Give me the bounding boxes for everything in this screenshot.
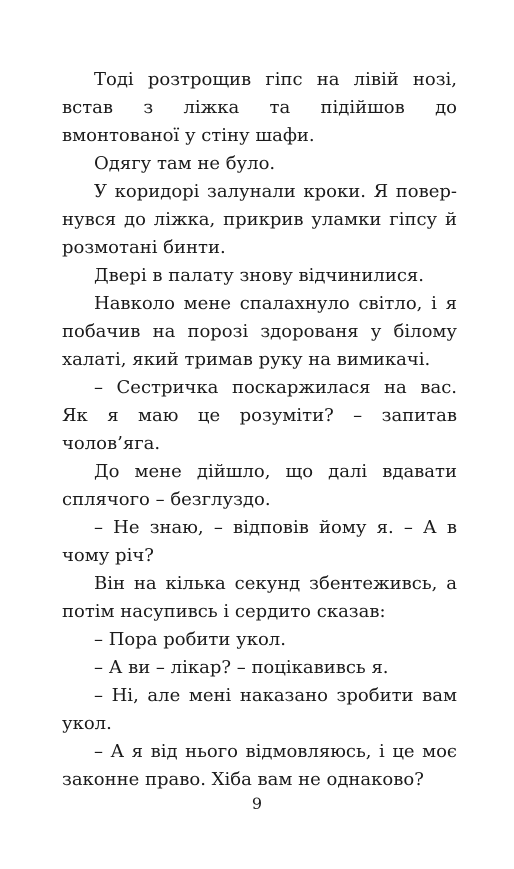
paragraph: У коридорі залунали кроки. Я повернувся до ліжка, прикрив уламки гіпсу й розмотані бинти. <box>62 181 457 258</box>
paragraph: До мене дійшло, що далі вдавати сплячого – безглуздо. <box>62 461 457 510</box>
paragraph: – Ні, але мені наказано зробити вам укол. <box>62 685 457 734</box>
paragraph: Одягу там не було. <box>94 153 276 174</box>
paragraph: – Сестричка поскаржилася на вас. Як я маю це розуміти? – запитав чолов’яга. <box>62 377 457 454</box>
paragraph: – Не знаю, – відповів йому я. – А в чому річ? <box>62 517 457 566</box>
body-text <box>62 66 457 794</box>
paragraph: Тоді розтрощив гіпс на лівій нозі, встав з ліжка та підійшов до вмонтованої у стіну шафи. <box>62 69 457 146</box>
paragraph: Він на кілька секунд збентеживсь, а потім насупивсь і сердито сказав: <box>62 573 457 622</box>
paragraph: Навколо мене спалахнуло світло, і я побачив на порозі здорованя у білому халаті, який тримав руку на вимикачі. <box>62 293 457 370</box>
paragraph: – Пора робити укол. <box>94 629 286 650</box>
page-number: 9 <box>251 794 263 813</box>
paragraph: – А я від нього відмовляюсь, і це моє законне право. Хіба вам не однаково? <box>62 741 457 790</box>
paragraph: Двері в палату знову відчинилися. <box>94 265 424 286</box>
paragraph: – А ви – лікар? – поцікавивсь я. <box>94 657 389 678</box>
